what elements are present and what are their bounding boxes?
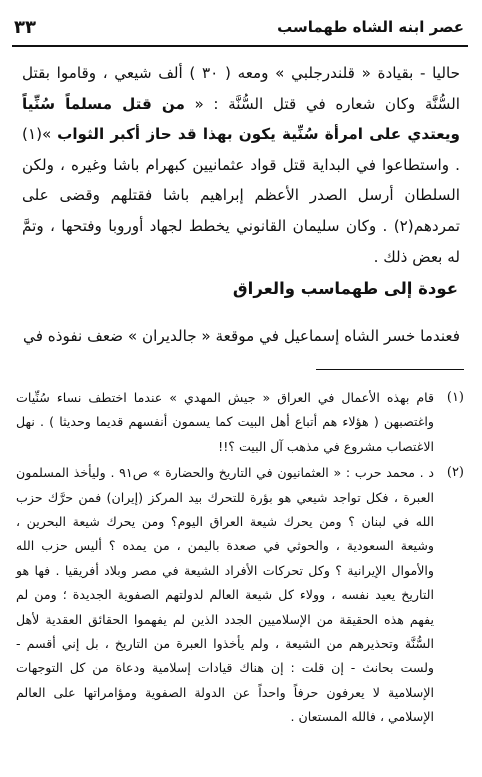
paragraph-1 [22, 58, 460, 272]
paragraph-1-end: »(١) . واستطاعوا في البداية قتل قواد عثمانيين كبهرام باشا وغيره ، ولكن السلطان أرسل الصدر الأعظم إبراهيم باشا فقتلهم وقضى على تمردهم(٢) . وكان سليمان القانوني يخطط لجهاد أوروبا وفتحها ، وتمَّ له بعض ذلك . [22, 125, 460, 266]
footnote-2 [16, 461, 464, 729]
main-paragraph [22, 58, 460, 272]
footnote-2-marker: (٢) [446, 465, 464, 481]
section-paragraph: فعندما خسر الشاه إسماعيل في موقعة « جالديران » ضعف نفوذه في [23, 327, 460, 345]
paragraph-1-start: حاليا - بقيادة « قلندرجلبي » ومعه ( ٣٠ ) ألف شيعي ، وقاموا بقتل السُّنَّة وكان شعاره في قتل السُّنَّة : « [22, 64, 460, 113]
footnote-1-text: قام بهذه الأعمال في العراق « جيش المهدي » عندما اختطف نساء سُنِّيات واغتصبهن ( هؤلاء هم أتباع أهل البيت كما يسمون أنفسهم قديما وحديثا ) . نهل الاغتصاب مشروع في مذهب آل البيت ؟!! [16, 390, 434, 454]
footnote-1-marker: (١) [446, 390, 464, 405]
emphasized-quote: من قتل مسلماً سُنِّياً ويعتدي على امرأة سُنِّية يكون بهذا قد حاز أكبر الثواب [22, 94, 461, 144]
section-heading: عودة إلى طهماسب والعراق [232, 279, 458, 298]
footnotes [16, 386, 464, 732]
running-title: عصر ابنه الشاه طهماسب [277, 18, 464, 36]
page-header [14, 14, 464, 40]
header-divider [12, 45, 468, 47]
footnote-1 [16, 386, 464, 459]
page-number: ٣٣ [14, 16, 36, 38]
footnote-divider [316, 369, 464, 370]
footnote-2-text: د . محمد حرب : « العثمانيون في التاريخ والحضارة » ص٩١ . وليأخذ المسلمون العبرة ، فكل تواجد شيعي هو بؤرة للتحرك بيد المركز (إيران) فمن حرَّك حزب الله في لبنان ؟ ومن يحرك شيعة العراق اليوم؟ ومن يحرك شيعة البحرين ، وشيعة السعودية ، والحوثي في صعدة باليمن ، من يمده ؟ أليس حزب الله والأموال الإيرانية ؟ وكل تحركات الأفراد الشيعة في مصر وبلاد أفريقيا . فها هو التاريخ يعيد نفسه ، وولاء كل شيعة العالم لدولتهم الصفوية الجديدة ؛ ومن لم يفهم هذه الحقيقة من الإسلاميين الجدد الذين لم يفهموا الحقائق العقدية لأهل السُّنَّة وتحذيرهم من الشيعة ، ولم يأخذوا العبرة من التاريخ ، بل إني أقسم - ولست بحانث - إن قلت : إن هناك قيادات إسلامية ودعاة من كل التوجهات الإسلامية لا يعرفون حرفاً واحداً عن الدولة الصفوية ومؤامراتها على العالم الإسلامي ، فالله المستعان . [16, 465, 434, 725]
